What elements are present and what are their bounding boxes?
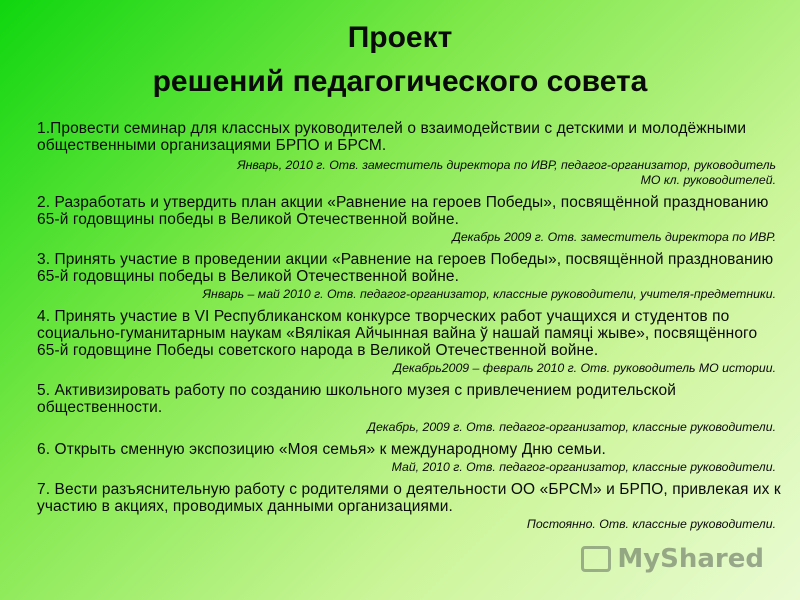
decision-item-4: 4. Принять участие в VI Республиканском конкурсе творческих работ учащихся и студентов по социально-гуманитарным наукам «Вялікая Айчынная вайна ў нашай памяці жыве», посвящённого 65-й годовщине Победы советского народа в Великой Отечественной войне. xyxy=(37,308,758,359)
decision-responsible-1: Январь, 2010 г. Отв. заместитель директора по ИВР, педагог-организатор, руководитель МО кл. руководителей. xyxy=(237,158,776,187)
decision-responsible-6: Май, 2010 г. Отв. педагог-организатор, классные руководители. xyxy=(391,460,776,474)
decision-responsible-5: Декабрь, 2009 г. Отв. педагог-организатор, классные руководители. xyxy=(367,420,776,434)
decision-item-6: 6. Открыть сменную экспозицию «Моя семья» к международному Дню семьи. xyxy=(37,441,606,458)
page-title-line1: Проект xyxy=(347,21,453,54)
decisions-list xyxy=(37,120,782,532)
page-title-line2: решений педагогического совета xyxy=(152,65,648,98)
decision-responsible-2: Декабрь 2009 г. Отв. заместитель директора по ИВР. xyxy=(452,230,776,244)
decision-responsible-7: Постоянно. Отв. классные руководители. xyxy=(526,517,776,531)
decision-item-7: 7. Вести разъяснительную работу с родителями о деятельности ОО «БРСМ» и БРПО, привлекая их к участию в акциях, проводимых данными организациями. xyxy=(37,481,781,515)
decision-item-3: 3. Принять участие в проведении акции «Равнение на героев Победы», посвящённой празднованию 65-й годовщины победы в Великой Отечественной войне. xyxy=(37,251,774,285)
decision-item-5: 5. Активизировать работу по созданию школьного музея с привлечением родительской общественности. xyxy=(37,382,677,416)
decision-item-1: 1.Провести семинар для классных руководителей о взаимодействии с детскими и молодёжными общественными организациями БРПО и БРСМ. xyxy=(37,120,747,154)
watermark-text: MyShared xyxy=(617,544,764,574)
decision-item-2: 2. Разработать и утвердить план акции «Равнение на героев Победы», посвящённой празднованию 65-й годовщины победы в Великой Отечественной войне. xyxy=(37,194,769,228)
decision-responsible-3: Январь – май 2010 г. Отв. педагог-организатор, классные руководители, учителя-предметники. xyxy=(202,287,776,301)
watermark-icon xyxy=(581,546,611,572)
watermark xyxy=(581,544,764,574)
decision-responsible-4: Декабрь2009 – февраль 2010 г. Отв. руководитель МО истории. xyxy=(393,361,776,375)
